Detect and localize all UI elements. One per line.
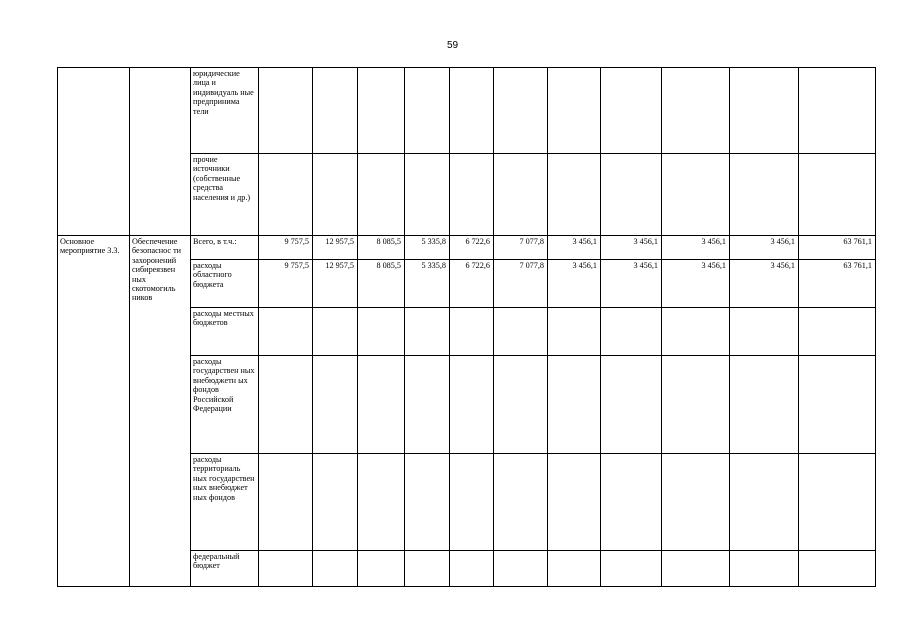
value-cell: 5 335,8	[405, 236, 450, 260]
value-cell: 63 761,1	[799, 260, 876, 308]
value-cell: 6 722,6	[450, 236, 494, 260]
value-cell: 3 456,1	[662, 260, 730, 308]
value-cell: 12 957,5	[313, 260, 358, 308]
table-row	[58, 68, 876, 154]
empty-cell	[130, 68, 191, 236]
funding-table	[57, 67, 876, 587]
measure-name-cell: Обеспечение безопаснос ти захоронений сибиреязвен ных скотомогиль ников	[130, 236, 191, 587]
value-cell: 7 077,8	[494, 260, 548, 308]
value-cell: 12 957,5	[313, 236, 358, 260]
value-cell: 3 456,1	[730, 260, 799, 308]
source-cell: Всего, в т.ч.:	[191, 236, 259, 260]
value-cell: 3 456,1	[548, 236, 601, 260]
source-cell: расходы местных бюджетов	[191, 308, 259, 356]
value-cell: 63 761,1	[799, 236, 876, 260]
value-cell: 3 456,1	[601, 260, 662, 308]
value-cell: 8 085,5	[358, 236, 405, 260]
source-cell: федеральный бюджет	[191, 551, 259, 587]
table-row	[58, 236, 876, 260]
value-cell: 9 757,5	[259, 260, 313, 308]
source-cell: прочие источники (собственные средства населения и др.)	[191, 154, 259, 236]
measure-cell: Основное мероприятие 3.3.	[58, 236, 130, 587]
value-cell: 3 456,1	[601, 236, 662, 260]
source-cell: юридические лица и индивидуаль ные предпринима тели	[191, 68, 259, 154]
value-cell: 6 722,6	[450, 260, 494, 308]
source-cell: расходы государствен ных внебюджетн ых фондов Российской Федерации	[191, 356, 259, 454]
value-cell: 3 456,1	[662, 236, 730, 260]
value-cell: 3 456,1	[548, 260, 601, 308]
value-cell: 8 085,5	[358, 260, 405, 308]
page-number: 59	[446, 40, 459, 51]
source-cell: расходы областного бюджета	[191, 260, 259, 308]
value-cell: 3 456,1	[730, 236, 799, 260]
source-cell: расходы территориаль ных государствен ных внебюджет ных фондов	[191, 454, 259, 551]
value-cell: 5 335,8	[405, 260, 450, 308]
value-cell: 9 757,5	[259, 236, 313, 260]
value-cell: 7 077,8	[494, 236, 548, 260]
empty-cell	[58, 68, 130, 236]
